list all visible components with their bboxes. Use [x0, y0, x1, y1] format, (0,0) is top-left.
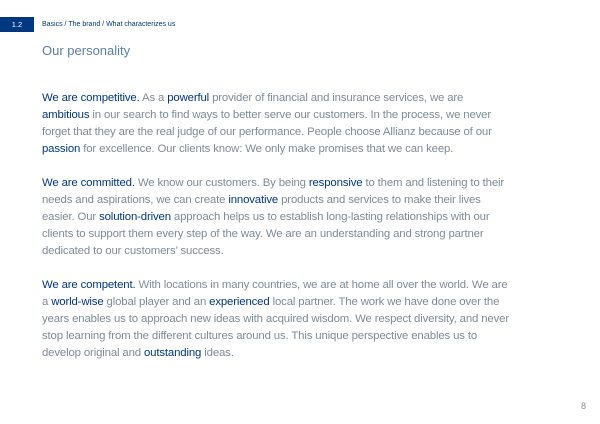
text-segment: As a: [139, 92, 168, 104]
text-segment: to them and listening to their needs and aspirations, we can create: [42, 177, 505, 206]
page-number: 8: [580, 401, 586, 411]
highlighted-word: responsive: [308, 177, 363, 189]
paragraph-committed: [42, 175, 512, 260]
highlighted-word: outstanding: [143, 347, 202, 359]
paragraph-lead: We are competent.: [42, 279, 136, 291]
highlighted-word: powerful: [167, 92, 210, 104]
section-number-badge: 1.2: [0, 17, 34, 32]
text-segment: products and services to make their lives easier. Our: [42, 194, 481, 223]
paragraph-text: [42, 279, 509, 359]
breadcrumb: Basics / The brand / What characterizes us: [42, 21, 176, 28]
body-content: [42, 90, 512, 379]
paragraph-competent: [42, 277, 512, 362]
paragraph-competitive: [42, 90, 512, 158]
text-segment: We know our customers. By being: [134, 177, 309, 189]
highlighted-word: solution-driven: [99, 211, 171, 223]
paragraph-lead: We are competitive.: [42, 92, 140, 104]
highlighted-word: ambitious: [42, 109, 90, 121]
highlighted-word: passion: [42, 143, 81, 155]
text-segment: ideas.: [201, 347, 234, 359]
paragraph-text: [42, 177, 504, 257]
text-segment: With locations in many countries, we are at home all over the world. We are a: [42, 279, 508, 308]
highlighted-word: world-wise: [51, 296, 104, 308]
highlighted-word: innovative: [228, 194, 279, 206]
text-segment: for excellence. Our clients know: We only make promises that we can keep.: [80, 143, 454, 155]
text-segment: provider of financial and insurance services, we are: [209, 92, 464, 104]
text-segment: global player and an: [103, 296, 210, 308]
text-segment: in our search to find ways to better serve our customers. In the process, we never forget that they are the real judge of our performance. People choose Allianz because of our: [42, 109, 492, 138]
text-segment: local partner. The work we have done over the years enables us to approach new ideas with acquired wisdom. We respect diversity, and never stop learning from the different cultures around us. This unique perspective enables us to develop original and: [42, 296, 509, 359]
highlighted-word: experienced: [209, 296, 270, 308]
text-segment: approach helps us to establish long-lasting relationships with our clients to support them every step of the way. We are an understanding and strong partner dedicated to our customers’ success.: [42, 211, 490, 257]
paragraph-lead: We are committed.: [42, 177, 135, 189]
page-title: Our personality: [42, 43, 131, 58]
